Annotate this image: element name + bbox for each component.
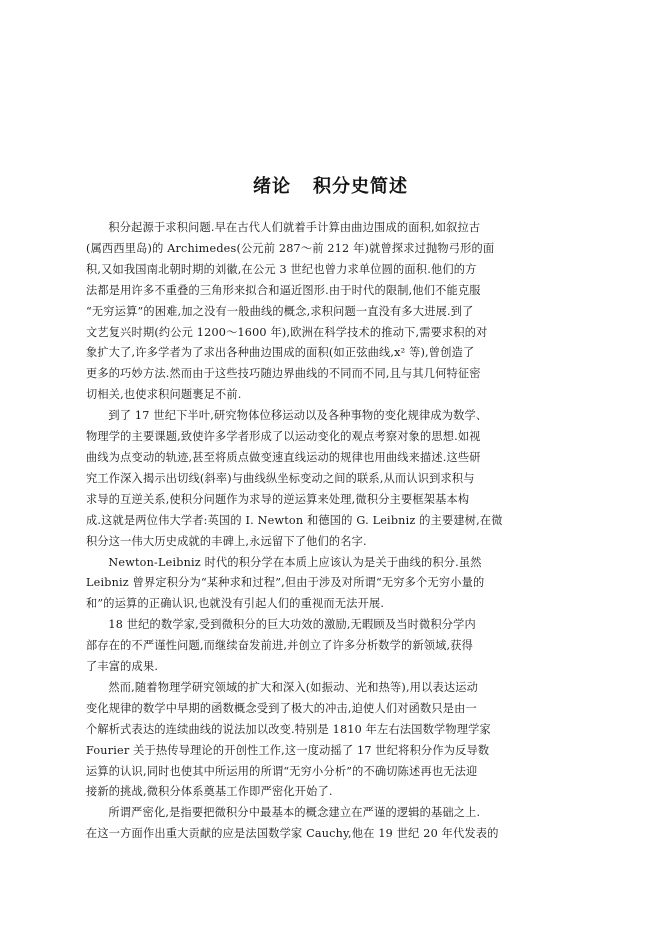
paragraph — [86, 406, 576, 552]
text-line: 然而,随着物理学研究领域的扩大和深入(如振动、光和热等),用以表达运动 — [108, 680, 479, 694]
text-line: 和”的运算的正确认识,也就没有引起人们的重视而无法开展. — [86, 597, 385, 611]
text-line: 法都是用许多不重叠的三角形来拟合和逼近图形.由于时代的限制,他们不能克服 — [86, 283, 481, 297]
text-line: 文艺复兴时期(约公元 1200～1600 年),欧洲在科学技术的推动下,需要求积的对 — [86, 325, 488, 339]
paragraph — [86, 615, 576, 678]
paragraph — [86, 218, 576, 406]
text-line: 18 世纪的数学家,受到微积分的巨大功效的激励,无暇顾及当时微积分学内 — [108, 618, 476, 632]
text-line: 物理学的主要课题,致使许多学者形成了以运动变化的观点考察对象的思想.如视 — [86, 430, 481, 444]
text-line: 变化规律的数学中早期的函数概念受到了极大的冲击,迫使人们对函数只是由一 — [86, 701, 477, 715]
text-line: 积分这一伟大历史成就的丰碑上,永远留下了他们的名字. — [86, 534, 367, 548]
text-line: 接新的挑战,微积分体系奠基工作即严密化开始了. — [86, 785, 333, 799]
text-line: Fourier 关于热传导理论的开创性工作,这一度动摇了 17 世纪将积分作为反导数 — [86, 743, 490, 757]
text-line: 更多的巧妙方法.然而由于这些技巧随边界曲线的不同而不同,且与其几何特征密 — [86, 367, 481, 381]
text-line: 究工作深入揭示出切线(斜率)与曲线纵坐标变动之间的联系,从而认识到求积与 — [86, 471, 475, 485]
text-line: 运算的认识,同时也使其中所运用的所谓“无穷小分析”的不确切陈述再也无法迎 — [86, 764, 478, 778]
text-line: 到了 17 世纪下半叶,研究物体位移运动以及各种事物的变化规律成为数学、 — [108, 409, 488, 423]
text-line: 成.这就是两位伟大学者:英国的 I. Newton 和德国的 G. Leibniz 的主要建树,在微 — [86, 513, 503, 527]
paragraph — [86, 803, 576, 845]
text-line: 部存在的不严谨性问题,而继续奋发前进,并创立了许多分析数学的新领域,获得 — [86, 639, 474, 653]
paragraph — [86, 553, 576, 616]
text-line: 所谓严密化,是指要把微积分中最基本的概念建立在严谨的逻辑的基础之上. — [108, 806, 481, 820]
body-text — [86, 218, 576, 845]
paragraph — [86, 678, 576, 803]
text-line: (属西西里岛)的 Archimedes(公元前 287～前 212 年)就曾探求过抛物弓形的面 — [86, 241, 495, 255]
chapter-title — [0, 172, 661, 198]
text-line: “无穷运算”的困难,加之没有一般曲线的概念,求积问题一直没有多大进展.到了 — [86, 304, 474, 318]
chapter-title-prefix: 绪论 — [253, 176, 291, 197]
text-line: Leibniz 曾界定积分为“某种求和过程”,但由于涉及对所谓“无穷多个无穷小量的 — [86, 576, 485, 590]
text-line: 在这一方面作出重大贡献的应是法国数学家 Cauchy,他在 19 世纪 20 年代发表的 — [86, 827, 499, 841]
text-line: 了丰富的成果. — [86, 660, 159, 674]
text-line: 个解析式表达的连续曲线的说法加以改变.特别是 1810 年左右法国数学物理学家 — [86, 722, 491, 736]
text-line: 积,又如我国南北朝时期的刘徽,在公元 3 世纪也曾力求单位圆的面积.他们的方 — [86, 262, 477, 276]
text-line: 象扩大了,许多学者为了求出各种曲边围成的面积(如正弦曲线,x² 等),曾创造了 — [86, 346, 475, 360]
chapter-title-main: 积分史简述 — [313, 176, 408, 197]
text-line: 积分起源于求积问题.早在古代人们就着手计算由曲边围成的面积,如叙拉古 — [108, 221, 481, 234]
text-line: 切相关,也使求积问题裹足不前. — [86, 388, 242, 402]
text-line: 曲线为点变动的轨迹,甚至将质点做变速直线运动的规律也用曲线来描述.这些研 — [86, 450, 481, 464]
text-line: 求导的互逆关系,使积分问题作为求导的逆运算来处理,微积分主要框架基本构 — [86, 492, 470, 506]
text-line: Newton-Leibniz 时代的积分学在本质上应该认为是关于曲线的积分.虽然 — [108, 555, 482, 569]
